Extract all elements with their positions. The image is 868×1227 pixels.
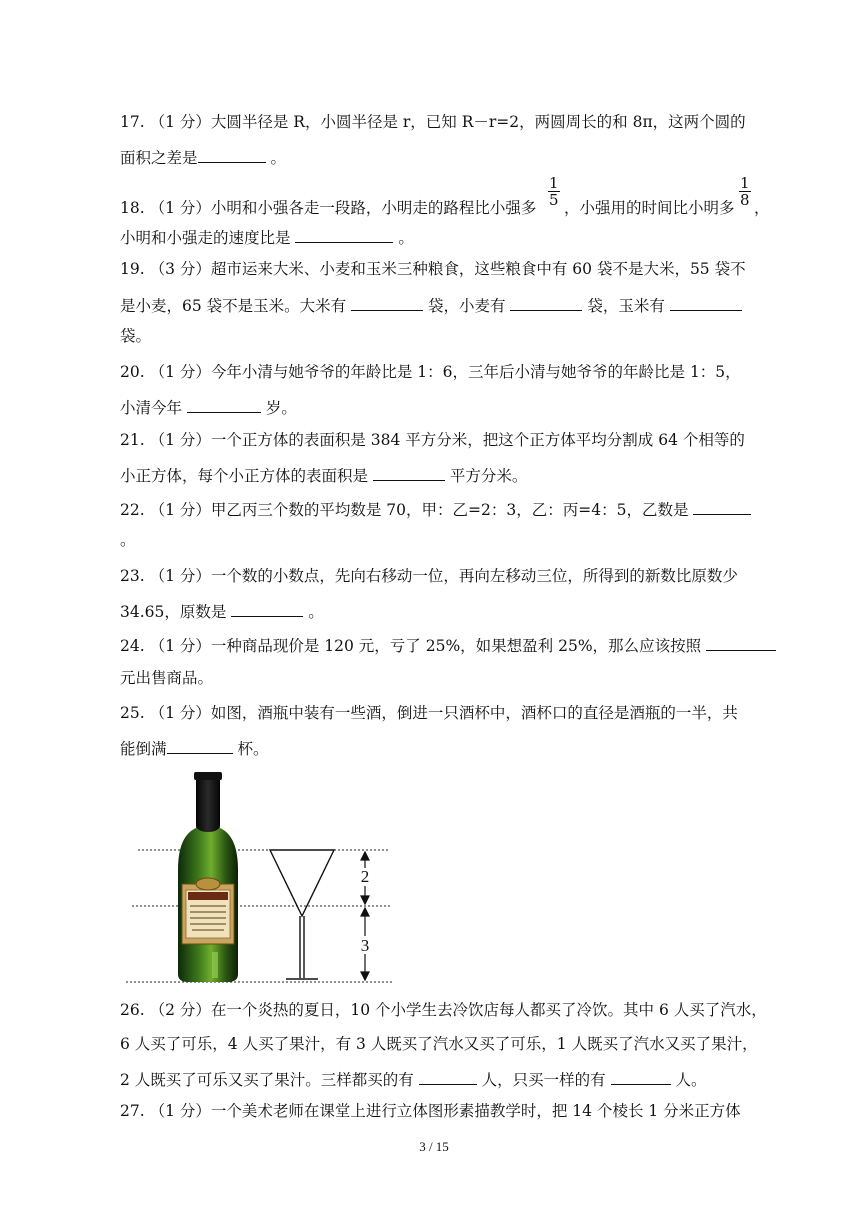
dimension-label-2: 2 (360, 867, 370, 886)
dimension-label-3: 3 (360, 936, 370, 955)
wine-glass (270, 850, 334, 979)
q18-line1-end: ， (754, 199, 770, 217)
q20-line2: 小清今年 岁。 (120, 396, 297, 418)
q20-line1: 20. （1 分）今年小清与她爷爷的年龄比是 1：6，三年后小清与她爷爷的年龄比是 1：5， (120, 363, 741, 381)
q25-line2: 能倒满 杯。 (120, 737, 268, 759)
page-number: 3 / 15 (419, 1139, 449, 1154)
q18-answer-blank[interactable] (295, 226, 393, 243)
q25-answer-blank[interactable] (167, 737, 233, 754)
q26-line1: 26. （2 分）在一个炎热的夏日，10 个小学生去冷饮店每人都买了冷饮。其中 6 人买了汽水， (120, 1001, 767, 1019)
q19-line2: 是小麦，65 袋不是玉米。大米有 袋，小麦有 袋，玉米有 (120, 294, 742, 316)
q21-answer-blank[interactable] (373, 464, 445, 481)
q25-line1: 25. （1 分）如图，酒瓶中装有一些酒，倒进一只酒杯中，酒杯口的直径是酒瓶的一半，共 (120, 704, 738, 722)
q19-rice-blank[interactable] (351, 294, 423, 311)
q18-fraction-1-5: $\frac{1}{5}$ (549, 174, 559, 209)
q22-line1: 22. （1 分）甲乙丙三个数的平均数是 70，甲：乙=2：3，乙：丙=4：5，乙数是 (120, 498, 751, 520)
q22-line2: 。 (120, 531, 136, 549)
q23-line2: 34.65，原数是 。 (120, 600, 324, 622)
q19-line1: 19. （3 分）超市运来大米、小麦和玉米三种粮食，这些粮食中有 60 袋不是大米，55 袋不 (120, 260, 746, 278)
q24-line1: 24. （1 分）一种商品现价是 120 元，亏了 25%，如果想盈利 25%，那么应该按照 (120, 634, 776, 656)
q26-only-one-blank[interactable] (611, 1068, 671, 1085)
q18-line1: 18. （1 分）小明和小强各走一段路，小明走的路程比小强多 (120, 199, 537, 217)
q22-answer-blank[interactable] (693, 498, 751, 515)
q26-line3: 2 人既买了可乐又买了果汁。三样都买的有 人，只买一样的有 人。 (120, 1068, 707, 1090)
q17-answer-blank[interactable] (198, 146, 266, 163)
q17-line2: 面积之差是 。 (120, 146, 286, 168)
q19-corn-blank[interactable] (670, 294, 742, 311)
q18-line2: 小明和小强走的速度比是 。 (120, 226, 414, 248)
bottle-glass-figure (120, 766, 400, 988)
q23-line1: 23. （1 分）一个数的小数点，先向右移动一位，再向左移动三位，所得到的新数比原数少 (120, 567, 738, 585)
q23-answer-blank[interactable] (231, 600, 303, 617)
q18-line1-mid: ，小强用的时间比小明多 (564, 199, 735, 217)
q19-line3: 袋。 (120, 327, 152, 345)
q21-line2: 小正方体，每个小正方体的表面积是 平方分米。 (120, 464, 527, 486)
q24-line2: 元出售商品。 (120, 669, 214, 687)
q19-wheat-blank[interactable] (510, 294, 582, 311)
q26-all-three-blank[interactable] (419, 1068, 477, 1085)
q20-answer-blank[interactable] (187, 396, 261, 413)
q24-answer-blank[interactable] (706, 634, 776, 651)
q21-line1: 21. （1 分）一个正方体的表面积是 384 平方分米，把这个正方体平均分割成 64 个相等的 (120, 431, 745, 449)
wine-bottle (178, 772, 238, 982)
q17-line1: 17. （1 分）大圆半径是 R，小圆半径是 r，已知 R－r=2，两圆周长的和 8π，这两个圆的 (120, 113, 746, 131)
q27-line1: 27. （1 分）一个美术老师在课堂上进行立体图形素描教学时，把 14 个棱长 1 分米正方体 (120, 1102, 741, 1120)
q26-line2: 6 人买了可乐，4 人买了果汁，有 3 人既买了汽水又买了可乐，1 人既买了汽水又买了果汁， (120, 1035, 758, 1053)
q18-fraction-1-8: $\frac{1}{8}$ (740, 174, 750, 209)
q17-text: 面积之差是 (120, 149, 198, 167)
